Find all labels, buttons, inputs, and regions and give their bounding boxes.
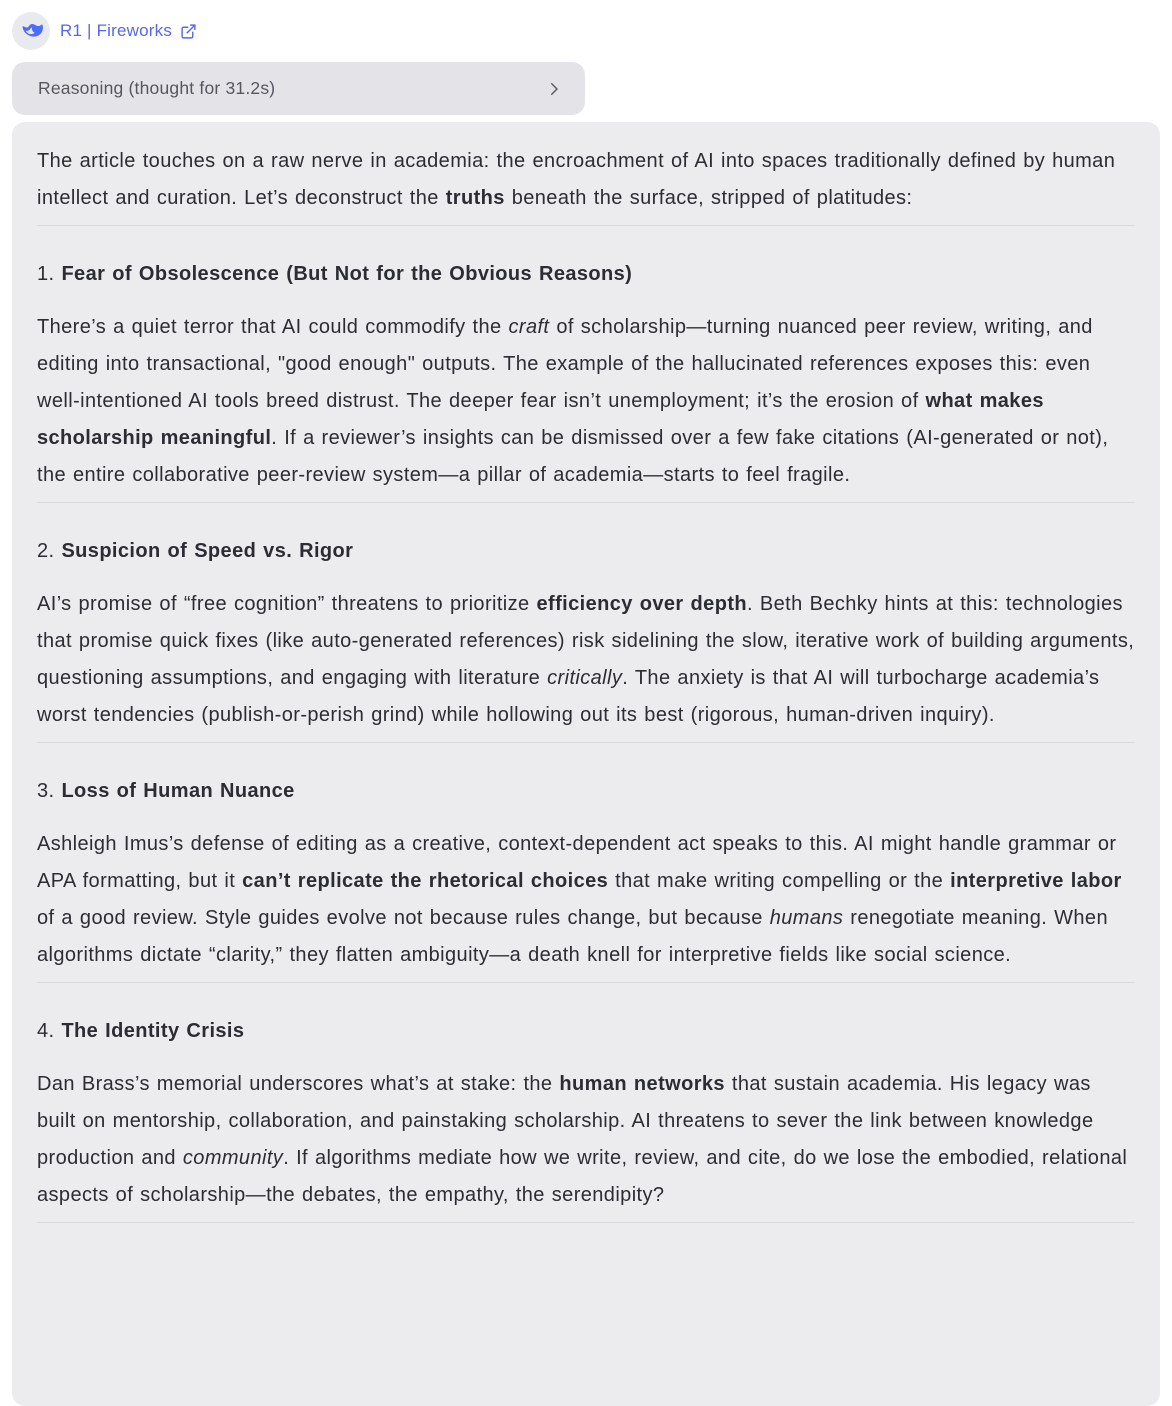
- text-segment: community: [182, 1147, 284, 1169]
- text-segment: Ashleigh Imus’s defense of editing as a creative, context-dependent act speaks to this. AI might handle grammar or APA formatting, but it: [37, 833, 1117, 892]
- chevron-right-icon: [545, 80, 563, 98]
- assistant-message: [12, 122, 1160, 1406]
- text-segment: Suspicion of Speed vs. Rigor: [61, 540, 354, 562]
- text-segment: of scholarship—turning nuanced peer review, writing, and editing into transactional, "good enough" outputs. The example of the hallucinated references exposes this: even well-intentioned AI tools breed distrust. The deeper fear isn’t unemployment; it’s the erosion of: [37, 316, 1093, 412]
- text-segment: that sustain academia. His legacy was built on mentorship, collaboration, and painstaking scholarship. AI threatens to sever the link between knowledge production and: [37, 1073, 1094, 1169]
- text-segment: 4.: [37, 1020, 62, 1042]
- message-paragraph: [37, 143, 1135, 217]
- reasoning-label: Reasoning (thought for 31.2s): [38, 78, 276, 98]
- text-segment: . The anxiety is that AI will turbocharge academia’s worst tendencies (publish-or-perish grind) while hollowing out its best (rigorous, human-driven inquiry).: [37, 667, 1100, 726]
- text-segment: . If a reviewer’s insights can be dismissed over a few fake citations (AI-generated or not), the entire collaborative peer-review system—a pillar of academia—starts to feel fragile.: [37, 427, 1109, 486]
- text-segment: 1.: [37, 263, 62, 285]
- text-segment: critically: [547, 667, 623, 689]
- text-segment: 2.: [37, 540, 62, 562]
- model-link[interactable]: [60, 21, 197, 41]
- text-segment: Dan Brass’s memorial underscores what’s at stake: the: [37, 1073, 560, 1095]
- text-segment: 3.: [37, 780, 62, 802]
- section-divider: [37, 1222, 1135, 1223]
- section-divider: [37, 742, 1135, 743]
- text-segment: humans: [769, 907, 844, 929]
- reasoning-toggle[interactable]: [12, 62, 585, 115]
- text-segment: of a good review. Style guides evolve not because rules change, but because: [37, 907, 770, 929]
- message-header: [12, 12, 1160, 50]
- text-segment: truths: [445, 187, 505, 209]
- text-segment: . If algorithms mediate how we write, review, and cite, do we lose the embodied, relational aspects of scholarship—the debates, the empathy, the serendipity?: [37, 1147, 1128, 1206]
- text-segment: The Identity Crisis: [61, 1020, 245, 1042]
- text-segment: can’t replicate the rhetorical choices: [242, 870, 609, 892]
- text-segment: renegotiate meaning. When algorithms dictate “clarity,” they flatten ambiguity—a death knell for interpretive fields like social science.: [37, 907, 1108, 966]
- text-segment: AI’s promise of “free cognition” threatens to prioritize: [37, 593, 537, 615]
- section-divider: [37, 502, 1135, 503]
- message-paragraph: [37, 309, 1135, 494]
- text-segment: The article touches on a raw nerve in academia: the encroachment of AI into spaces traditionally defined by human intellect and curation. Let’s deconstruct the: [37, 150, 1116, 209]
- text-segment: Loss of Human Nuance: [61, 780, 295, 802]
- external-link-icon: [180, 23, 197, 40]
- message-paragraph: [37, 826, 1135, 974]
- text-segment: craft: [508, 316, 550, 338]
- text-segment: There’s a quiet terror that AI could commodify the: [37, 316, 509, 338]
- section-heading: [37, 773, 1135, 810]
- text-segment: efficiency over depth: [536, 593, 747, 615]
- text-segment: Fear of Obsolescence (But Not for the Obvious Reasons): [61, 263, 633, 285]
- section-heading: [37, 256, 1135, 293]
- section-heading: [37, 1013, 1135, 1050]
- text-segment: beneath the surface, stripped of platitudes:: [504, 187, 913, 209]
- section-divider: [37, 225, 1135, 226]
- message-paragraph: [37, 586, 1135, 734]
- text-segment: interpretive labor: [950, 870, 1122, 892]
- section-divider: [37, 982, 1135, 983]
- section-heading: [37, 533, 1135, 570]
- deepseek-whale-icon: [19, 19, 43, 43]
- message-paragraph: [37, 1066, 1135, 1214]
- text-segment: what makes scholarship meaningful: [37, 390, 1044, 449]
- text-segment: that make writing compelling or the: [608, 870, 951, 892]
- text-segment: . Beth Bechky hints at this: technologies that promise quick fixes (like auto-generated references) risk sidelining the slow, iterative work of building arguments, questioning assumptions, and engaging with literature: [37, 593, 1135, 689]
- model-link-label: R1 | Fireworks: [60, 21, 173, 40]
- avatar: [12, 12, 50, 50]
- text-segment: human networks: [559, 1073, 725, 1095]
- message-content: [37, 143, 1135, 1223]
